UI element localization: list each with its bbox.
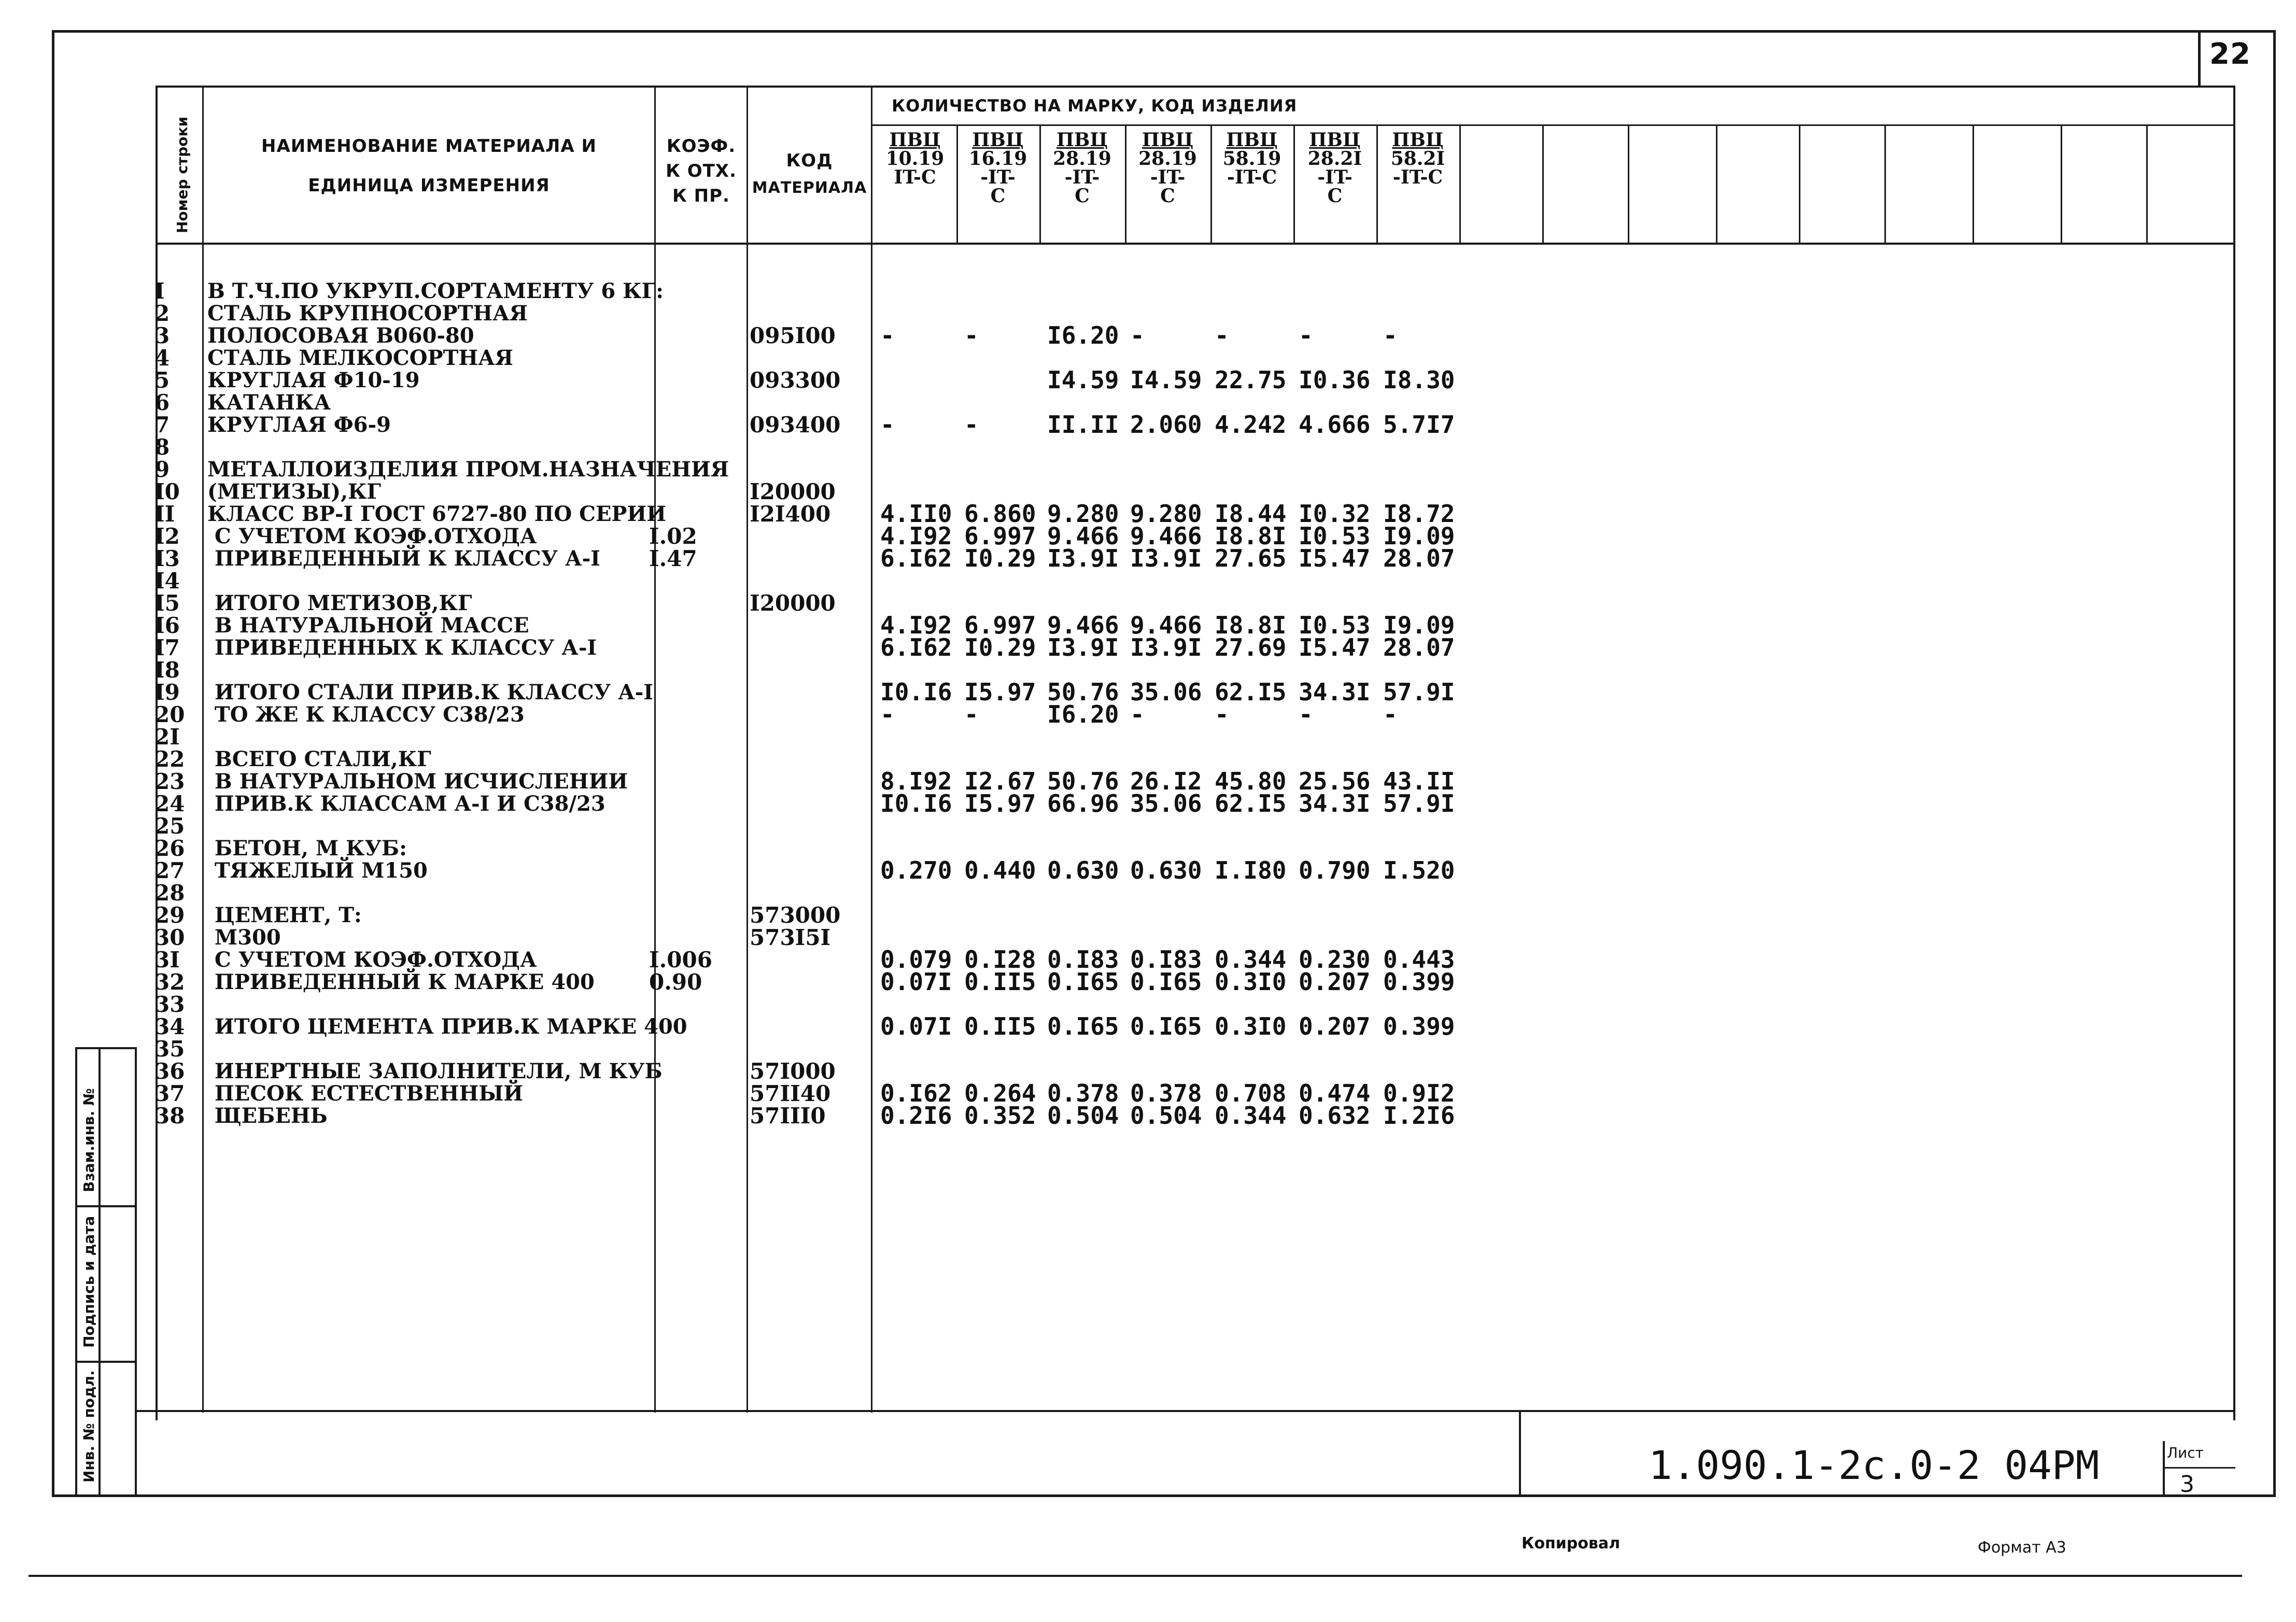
quantity-value: -	[1130, 700, 1145, 728]
quantity-value: -	[1299, 321, 1313, 349]
quantity-value: 0.I28	[964, 946, 1036, 974]
material-code: 093300	[750, 368, 841, 393]
quantity-value: 8.I92	[880, 767, 952, 795]
material-code: I20000	[750, 590, 836, 616]
material-code: 57II40	[750, 1081, 831, 1106]
material-code: 573000	[750, 902, 841, 928]
row-number: I7	[154, 635, 180, 660]
quantity-value: 28.07	[1383, 633, 1455, 661]
row-number: 6	[154, 390, 170, 415]
quantity-value: 26.I2	[1130, 767, 1202, 795]
quantity-value: -	[880, 700, 895, 728]
product-header-line: ПВЦ	[1309, 129, 1361, 151]
coef-header-1: КОЭФ.	[666, 136, 736, 157]
quantity-value: -	[1299, 700, 1313, 728]
row-number: I8	[154, 657, 180, 683]
row-number: 22	[154, 746, 185, 772]
coefficient: I.47	[649, 546, 697, 571]
code-header-2: МАТЕРИАЛА	[752, 179, 867, 197]
row-number: 5	[154, 368, 170, 393]
quantity-value: 0.9I2	[1383, 1079, 1455, 1107]
product-header-line: ПВЦ	[889, 129, 941, 151]
row-number: 20	[154, 702, 185, 727]
product-header-line: -IT-	[1150, 166, 1186, 188]
product-header-line: -IT-C	[1392, 166, 1443, 188]
quantity-value: 0.079	[880, 946, 952, 974]
quantity-value: 2.060	[1130, 411, 1202, 439]
material-name: ПРИВЕДЕННЫЙ К КЛАССУ А-I	[207, 546, 600, 571]
quantity-value: -	[880, 411, 895, 439]
quantity-value: 0.I65	[1047, 1012, 1119, 1040]
product-header-line: 58.2I	[1390, 148, 1445, 170]
quantity-value: 50.76	[1047, 767, 1119, 795]
quantity-value: 0.3I0	[1215, 1012, 1287, 1040]
material-name: ПРИВЕДЕННЫЙ К МАРКЕ 400	[207, 970, 595, 994]
row-number: 2	[154, 301, 170, 326]
quantity-value: 0.I65	[1130, 1012, 1202, 1040]
material-code: 573I5I	[750, 925, 831, 950]
quantity-value: 0.07I	[880, 968, 952, 996]
quantity-value: 0.I65	[1130, 968, 1202, 996]
product-header-line: ПВЦ	[972, 129, 1024, 151]
product-header-line: C	[1160, 185, 1175, 207]
quantity-value: 57.9I	[1383, 678, 1455, 706]
product-header-line: C	[1327, 185, 1343, 207]
quantity-value: 0.344	[1215, 1102, 1287, 1130]
quantity-value: 4.I92	[880, 522, 952, 550]
quantity-value: 0.344	[1215, 946, 1287, 974]
document-code: 1.090.1-2с.0-2 04РМ	[1649, 1442, 2100, 1488]
material-name: КАТАНКА	[207, 390, 331, 415]
material-name: М300	[207, 925, 281, 950]
quantity-value: 62.I5	[1215, 789, 1287, 817]
quantity-value: -	[880, 321, 895, 349]
quantity-value: I6.20	[1047, 700, 1119, 728]
quantity-value: 0.378	[1047, 1079, 1119, 1107]
sheet-box-divider	[2163, 1467, 2235, 1469]
quantity-value: 0.504	[1130, 1102, 1202, 1130]
stamp-replacement-inv: Взам.инв. №	[80, 1088, 97, 1192]
material-name-header-1: НАИМЕНОВАНИЕ МАТЕРИАЛА И	[261, 136, 597, 157]
quantity-value: I3.9I	[1047, 544, 1119, 572]
material-name: В Т.Ч.ПО УКРУП.СОРТАМЕНТУ 6 КГ:	[207, 279, 664, 303]
product-header	[1376, 131, 1459, 187]
quantity-value: I.2I6	[1383, 1102, 1455, 1130]
quantity-value: I0.53	[1299, 611, 1371, 639]
product-header	[1210, 131, 1293, 187]
row-number: I3	[154, 546, 180, 571]
quantity-value: 0.270	[880, 856, 952, 884]
sheet-label: Лист	[2167, 1444, 2204, 1461]
quantity-value: I.520	[1383, 856, 1455, 884]
product-header-line: IT-C	[894, 166, 936, 188]
stamp-strip-left	[75, 1047, 77, 1496]
row-number: 32	[154, 969, 185, 995]
table-top	[156, 86, 2234, 88]
quantity-value: -	[964, 411, 979, 439]
quantity-value: 0.2I6	[880, 1102, 952, 1130]
quantity-value: I0.I6	[880, 789, 952, 817]
quantity-value: 6.I62	[880, 633, 952, 661]
row-number: 8	[154, 434, 170, 460]
quantity-value: I.I80	[1215, 856, 1287, 884]
quantity-value: 9.466	[1047, 611, 1119, 639]
quantity-value: 4.242	[1215, 411, 1287, 439]
row-number: 30	[154, 925, 185, 950]
row-number: 35	[154, 1036, 185, 1062]
product-header-line: 28.19	[1053, 148, 1111, 170]
product-header	[1125, 131, 1210, 205]
quantity-value: 0.630	[1130, 856, 1202, 884]
row-number: 38	[154, 1103, 185, 1129]
quantity-value: I0.53	[1299, 522, 1371, 550]
product-header-line: -IT-	[1064, 166, 1100, 188]
quantity-value: -	[1215, 700, 1229, 728]
material-code: 57I000	[750, 1059, 836, 1084]
quantity-value: 57.9I	[1383, 789, 1455, 817]
quantity-value: I9.09	[1383, 522, 1455, 550]
quantity-value: -	[1215, 321, 1229, 349]
row-number: 7	[154, 412, 170, 438]
frame-top	[52, 30, 2276, 33]
quantity-value: I5.47	[1299, 544, 1371, 572]
quantity-value: 9.466	[1130, 611, 1202, 639]
row-number: 9	[154, 457, 170, 482]
material-name: СТАЛЬ МЕЛКОСОРТНАЯ	[207, 346, 514, 370]
product-header-line: ПВЦ	[1056, 129, 1108, 151]
stamp-div-1	[75, 1205, 137, 1207]
material-name: ИТОГО СТАЛИ ПРИВ.К КЛАССУ А-I	[207, 680, 653, 704]
row-number: 25	[154, 813, 185, 839]
quantity-value: 9.466	[1130, 522, 1202, 550]
quantity-value: I8.8I	[1215, 611, 1287, 639]
stamp-strip-right	[135, 1047, 137, 1496]
quantity-value: 0.264	[964, 1079, 1036, 1107]
quantity-value: 6.I62	[880, 544, 952, 572]
quantity-value: 6.997	[964, 522, 1036, 550]
material-name: ТЯЖЕЛЫЙ М150	[207, 858, 428, 883]
qty-col-line	[1542, 126, 1544, 243]
quantity-value: 0.399	[1383, 968, 1455, 996]
row-number: I2	[154, 524, 180, 549]
product-header-line: C	[1075, 185, 1090, 207]
material-name: СТАЛЬ КРУПНОСОРТНАЯ	[207, 301, 528, 326]
quantity-value: -	[1130, 321, 1145, 349]
row-number: I9	[154, 680, 180, 705]
product-header-line: 28.19	[1138, 148, 1197, 170]
material-name: ПРИВЕДЕННЫХ К КЛАССУ А-I	[207, 636, 597, 660]
quantity-value: 4.I92	[880, 611, 952, 639]
quantity-value: 43.II	[1383, 767, 1455, 795]
quantity-value: 4.666	[1299, 411, 1371, 439]
quantity-value: 0.378	[1130, 1079, 1202, 1107]
product-header-line: 16.19	[968, 148, 1027, 170]
material-name: ВСЕГО СТАЛИ,КГ	[207, 747, 431, 771]
quantity-value: I9.09	[1383, 611, 1455, 639]
frame-right	[2273, 30, 2276, 1497]
quantity-value: 0.443	[1383, 946, 1455, 974]
coefficient: I.006	[649, 947, 712, 972]
quantity-value: 35.06	[1130, 789, 1202, 817]
table-bottom	[135, 1410, 2235, 1412]
quantity-value: I8.44	[1215, 500, 1287, 528]
quantity-value: 0.207	[1299, 968, 1371, 996]
quantity-value: I2.67	[964, 767, 1036, 795]
material-name: ИНЕРТНЫЕ ЗАПОЛНИТЕЛИ, М КУБ	[207, 1059, 663, 1083]
coefficient: 0.90	[649, 969, 702, 995]
row-number-header: Номер строки	[174, 116, 191, 233]
material-name: МЕТАЛЛОИЗДЕЛИЯ ПРОМ.НАЗНАЧЕНИЯ	[207, 457, 729, 482]
product-header	[1293, 131, 1376, 205]
row-number: I6	[154, 613, 180, 638]
page-number: 22	[2209, 37, 2251, 71]
header-bottom	[156, 243, 2234, 245]
quantity-value: 0.I65	[1047, 968, 1119, 996]
product-header-line: 28.2I	[1307, 148, 1362, 170]
quantity-value: I8.72	[1383, 500, 1455, 528]
quantity-value: I0.29	[964, 544, 1036, 572]
quantity-value: 0.504	[1047, 1102, 1119, 1130]
material-name: ПЕСОК ЕСТЕСТВЕННЫЙ	[207, 1081, 524, 1106]
row-number: 3I	[154, 947, 180, 972]
quantity-title: КОЛИЧЕСТВО НА МАРКУ, КОД ИЗДЕЛИЯ	[892, 96, 1298, 116]
quantity-value: I8.8I	[1215, 522, 1287, 550]
quantity-value: I3.9I	[1130, 544, 1202, 572]
quantity-value: -	[964, 321, 979, 349]
material-name: ЦЕМЕНТ, Т:	[207, 903, 362, 927]
quantity-value: 22.75	[1215, 366, 1287, 394]
material-name: КРУГЛАЯ Ф6-9	[207, 413, 391, 437]
row-number: I0	[154, 479, 180, 504]
quantity-value: 0.3I0	[1215, 968, 1287, 996]
qty-col-line	[1973, 126, 1974, 243]
code-header-1: КОД	[786, 150, 833, 171]
sheet-number: 3	[2180, 1471, 2194, 1498]
row-number: I4	[154, 568, 180, 594]
outer-trim-line	[29, 1575, 2242, 1577]
material-name: ПРИВ.К КЛАССАМ А-I И С38/23	[207, 792, 605, 816]
coefficient: I.02	[649, 524, 697, 549]
material-code: 57III0	[750, 1103, 826, 1129]
quantity-value: I5.47	[1299, 633, 1371, 661]
quantity-value: 0.207	[1299, 1012, 1371, 1040]
coef-header-3: К ПР.	[672, 186, 730, 206]
quantity-value: 0.07I	[880, 1012, 952, 1040]
product-header	[956, 131, 1039, 205]
col-line-4	[871, 86, 872, 1413]
quantity-value: 34.3I	[1299, 789, 1371, 817]
quantity-value: 9.466	[1047, 522, 1119, 550]
material-name: С УЧЕТОМ КОЭФ.ОТХОДА	[207, 948, 537, 972]
product-header-line: -IT-	[1317, 166, 1353, 188]
row-number: 26	[154, 836, 185, 861]
quantity-value: I5.97	[964, 789, 1036, 817]
quantity-value: 0.I62	[880, 1079, 952, 1107]
quantity-value: 28.07	[1383, 544, 1455, 572]
qty-col-line	[2061, 126, 2062, 243]
quantity-value: 0.I83	[1047, 946, 1119, 974]
row-number: 37	[154, 1081, 185, 1106]
quantity-value: I0.36	[1299, 366, 1371, 394]
row-number: I5	[154, 590, 180, 616]
material-name: БЕТОН, М КУБ:	[207, 836, 407, 861]
frame-bottom	[52, 1494, 2276, 1497]
product-header-line: -IT-	[980, 166, 1016, 188]
quantity-value: 5.7I7	[1383, 411, 1455, 439]
material-name: ИТОГО МЕТИЗОВ,КГ	[207, 591, 472, 615]
product-header-line: -IT-C	[1227, 166, 1277, 188]
quantity-value: 0.I83	[1130, 946, 1202, 974]
quantity-value: 25.56	[1299, 767, 1371, 795]
quantity-value: -	[1383, 321, 1398, 349]
product-header	[874, 131, 956, 187]
quantity-value: 50.76	[1047, 678, 1119, 706]
col-line-1	[202, 86, 204, 1413]
quantity-value: 34.3I	[1299, 678, 1371, 706]
quantity-value: 0.630	[1047, 856, 1119, 884]
quantity-value: 0.632	[1299, 1102, 1371, 1130]
material-name: ТО ЖЕ К КЛАССУ С38/23	[207, 702, 525, 727]
qty-col-line	[1884, 126, 1886, 243]
row-number: 36	[154, 1059, 185, 1084]
product-header	[1039, 131, 1125, 205]
quantity-value: 62.I5	[1215, 678, 1287, 706]
qty-col-line	[2146, 126, 2148, 243]
row-number: 3	[154, 323, 170, 348]
quantity-value: I0.32	[1299, 500, 1371, 528]
quantity-value: 6.860	[964, 500, 1036, 528]
stamp-top	[75, 1047, 137, 1049]
row-number: 27	[154, 858, 185, 883]
quantity-value: 4.II0	[880, 500, 952, 528]
quantity-value: 0.230	[1299, 946, 1371, 974]
quantity-value: 35.06	[1130, 678, 1202, 706]
material-name: В НАТУРАЛЬНОМ ИСЧИСЛЕНИИ	[207, 769, 628, 794]
quantity-value: 9.280	[1047, 500, 1119, 528]
material-code: I2I400	[750, 501, 831, 527]
quantity-value: I3.9I	[1047, 633, 1119, 661]
title-block-left	[1519, 1412, 1521, 1495]
row-number: 34	[154, 1014, 185, 1039]
quantity-value: 9.280	[1130, 500, 1202, 528]
quantity-value: 0.708	[1215, 1079, 1287, 1107]
quantity-value: I4.59	[1130, 366, 1202, 394]
material-name: КРУГЛАЯ Ф10-19	[207, 368, 420, 392]
material-name: ЩЕБЕНЬ	[207, 1104, 328, 1128]
material-name: ПОЛОСОВАЯ В060-80	[207, 323, 474, 348]
row-number: 28	[154, 880, 185, 906]
product-header-line: ПВЦ	[1142, 129, 1194, 151]
row-number: 29	[154, 902, 185, 928]
material-name: ИТОГО ЦЕМЕНТА ПРИВ.К МАРКЕ 400	[207, 1014, 687, 1039]
quantity-value: 0.440	[964, 856, 1036, 884]
quantity-value: 0.352	[964, 1102, 1036, 1130]
material-code: I20000	[750, 479, 836, 504]
quantity-value: 6.997	[964, 611, 1036, 639]
stamp-strip-mid	[98, 1047, 101, 1496]
material-name: (МЕТИЗЫ),КГ	[207, 479, 382, 504]
product-header-line: ПВЦ	[1392, 129, 1444, 151]
stamp-signature-date: Подпись и дата	[80, 1216, 97, 1348]
row-number: I	[154, 278, 165, 304]
stamp-div-2	[75, 1361, 137, 1363]
row-number: 4	[154, 345, 170, 371]
row-number: II	[154, 501, 175, 527]
frame-left	[52, 30, 54, 1497]
quantity-value: I0.29	[964, 633, 1036, 661]
qty-col-line	[1628, 126, 1629, 243]
stamp-inventory-no: Инв. № подл.	[80, 1370, 97, 1483]
product-header-line: ПВЦ	[1226, 129, 1278, 151]
product-header-line: 58.19	[1222, 148, 1281, 170]
table-right	[2233, 86, 2235, 1420]
material-code: 093400	[750, 412, 841, 438]
qty-col-line	[1459, 126, 1461, 243]
quantity-value: I3.9I	[1130, 633, 1202, 661]
quantity-title-line	[871, 124, 2234, 126]
quantity-value: I6.20	[1047, 321, 1119, 349]
material-name: С УЧЕТОМ КОЭФ.ОТХОДА	[207, 524, 537, 548]
quantity-value: I4.59	[1047, 366, 1119, 394]
coef-header-2: К ОТХ.	[666, 161, 737, 181]
quantity-value: 0.474	[1299, 1079, 1371, 1107]
quantity-value: I5.97	[964, 678, 1036, 706]
quantity-value: I8.30	[1383, 366, 1455, 394]
quantity-value: 0.II5	[964, 968, 1036, 996]
quantity-value: 0.399	[1383, 1012, 1455, 1040]
page-box-left	[2198, 30, 2201, 87]
quantity-value: I0.I6	[880, 678, 952, 706]
product-header-line: C	[990, 185, 1006, 207]
quantity-value: 45.80	[1215, 767, 1287, 795]
row-number: 33	[154, 992, 185, 1017]
quantity-value: 0.790	[1299, 856, 1371, 884]
quantity-value: 27.65	[1215, 544, 1287, 572]
format-label: Формат А3	[1978, 1539, 2066, 1557]
row-number: 23	[154, 769, 185, 794]
copied-by-label: Копировал	[1522, 1534, 1621, 1553]
quantity-value: 27.69	[1215, 633, 1287, 661]
material-name-header-2: ЕДИНИЦА ИЗМЕРЕНИЯ	[308, 175, 550, 196]
material-name: КЛАСС ВР-I ГОСТ 6727-80 ПО СЕРИИ	[207, 502, 667, 526]
product-header-line: 10.19	[885, 148, 945, 170]
row-number: 24	[154, 791, 185, 816]
material-name: В НАТУРАЛЬНОЙ МАССЕ	[207, 613, 529, 638]
qty-col-line	[1799, 126, 1800, 243]
quantity-value: 0.II5	[964, 1012, 1036, 1040]
quantity-value: 66.96	[1047, 789, 1119, 817]
quantity-value: -	[1383, 700, 1398, 728]
quantity-value: -	[964, 700, 979, 728]
row-number: 2I	[154, 724, 180, 750]
quantity-value: II.II	[1047, 411, 1119, 439]
qty-col-line	[1716, 126, 1717, 243]
material-code: 095I00	[750, 323, 836, 348]
col-line-3	[746, 86, 748, 1413]
